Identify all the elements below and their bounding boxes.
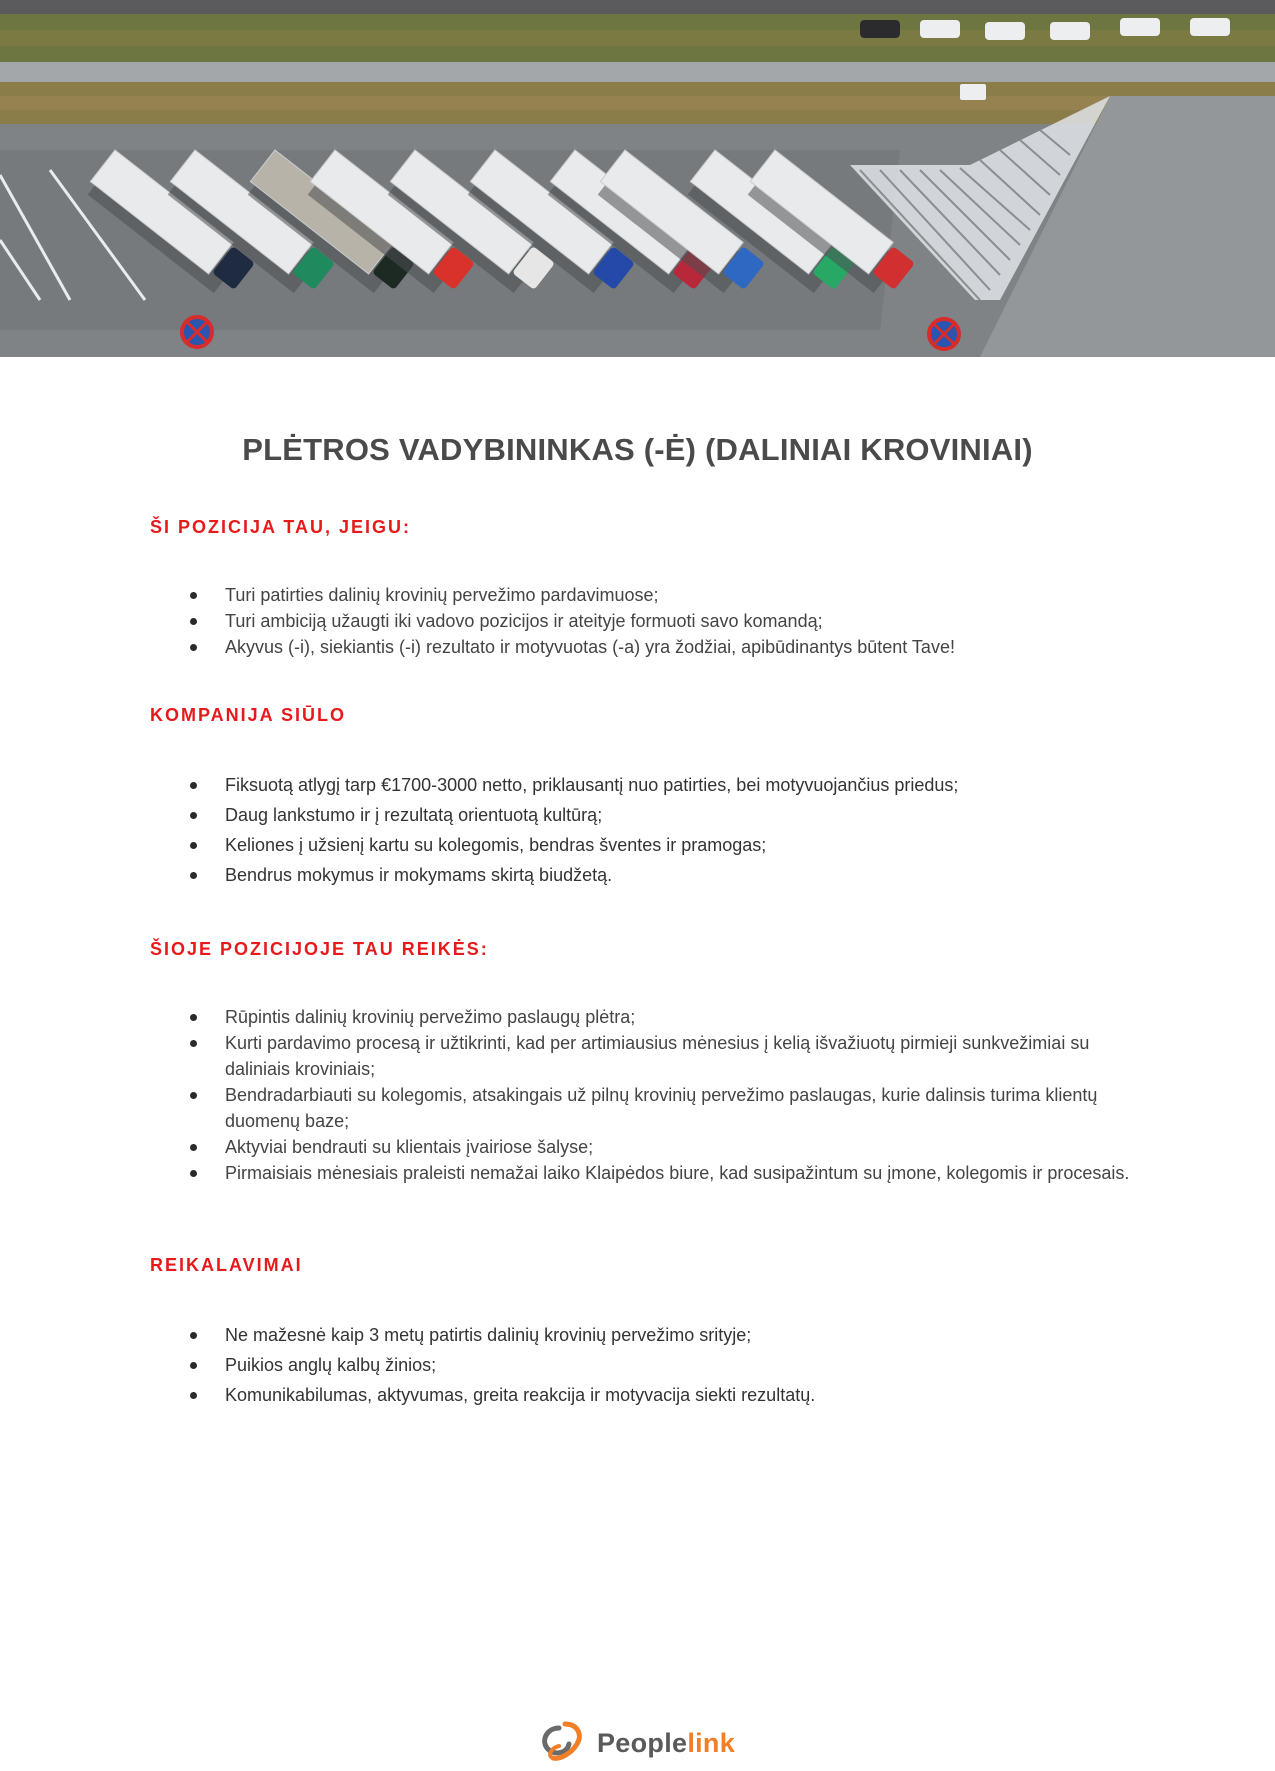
bullet-list (150, 1320, 1150, 1410)
section-heading: REIKALAVIMAI (150, 1255, 303, 1275)
list-item: Bendradarbiauti su kolegomis, atsakingais už pilnų krovinių pervežimo paslaugas, kurie dalinsis turima klientų duomenų baze; (150, 1082, 1150, 1134)
list-item: Puikios anglų kalbų žinios; (150, 1350, 1150, 1380)
list-item: Aktyviai bendrauti su klientais įvairiose šalyse; (150, 1134, 1150, 1160)
list-item: Pirmaisiais mėnesiais praleisti nemažai laiko Klaipėdos biure, kad susipažintum su įmone, kolegomis ir procesais. (150, 1160, 1150, 1186)
section-position-fit (150, 515, 1150, 660)
list-item: Keliones į užsienį kartu su kolegomis, bendras šventes ir pramogas; (150, 830, 1150, 860)
list-item: Turi patirties dalinių krovinių pervežimo pardavimuose; (150, 582, 1150, 608)
section-company-offers (150, 703, 1150, 890)
section-heading: ŠIOJE POZICIJOJE TAU REIKĖS: (150, 939, 489, 959)
page-title: PLĖTROS VADYBININKAS (-Ė) (DALINIAI KROVINIAI) (242, 432, 1033, 467)
section-heading: ŠI POZICIJA TAU, JEIGU: (150, 517, 412, 537)
list-item: Komunikabilumas, aktyvumas, greita reakcija ir motyvacija siekti rezultatų. (150, 1380, 1150, 1410)
list-item: Bendrus mokymus ir mokymams skirtą biudžetą. (150, 860, 1150, 890)
list-item: Kurti pardavimo procesą ir užtikrinti, kad per artimiausius mėnesius į kelią išvažiuotų pirmieji sunkvežimiai su daliniais kroviniais; (150, 1030, 1150, 1082)
list-item: Ne mažesnė kaip 3 metų patirtis dalinių krovinių pervežimo srityje; (150, 1320, 1150, 1350)
list-item: Akyvus (-i), siekiantis (-i) rezultato ir motyvuotas (-a) yra žodžiai, apibūdinantys būtent Tave! (150, 634, 1150, 660)
logo-name-main: People (597, 1727, 688, 1758)
list-item: Turi ambiciją užaugti iki vadovo pozicijos ir ateityje formuoti savo komandą; (150, 608, 1150, 634)
peoplelink-logo-icon (537, 1720, 587, 1766)
section-heading: KOMPANIJA SIŪLO (150, 705, 347, 725)
section-responsibilities (150, 937, 1150, 1186)
no-parking-sign-icon (929, 319, 959, 349)
list-item: Fiksuotą atlygį tarp €1700-3000 netto, priklausantį nuo patirties, bei motyvuojančius priedus; (150, 770, 1150, 800)
list-item: Daug lankstumo ir į rezultatą orientuotą kultūrą; (150, 800, 1150, 830)
list-item: Rūpintis dalinių krovinių pervežimo paslaugų plėtra; (150, 1004, 1150, 1030)
no-parking-sign-icon (182, 317, 212, 347)
section-requirements (150, 1253, 1150, 1410)
bullet-list (150, 1004, 1150, 1186)
bullet-list (150, 582, 1150, 660)
logo-name-accent: link (687, 1727, 736, 1758)
bullet-list (150, 770, 1150, 890)
peoplelink-logo (537, 1718, 735, 1768)
hero-trucks-image (0, 0, 1275, 357)
logo-wordmark (597, 1728, 735, 1759)
